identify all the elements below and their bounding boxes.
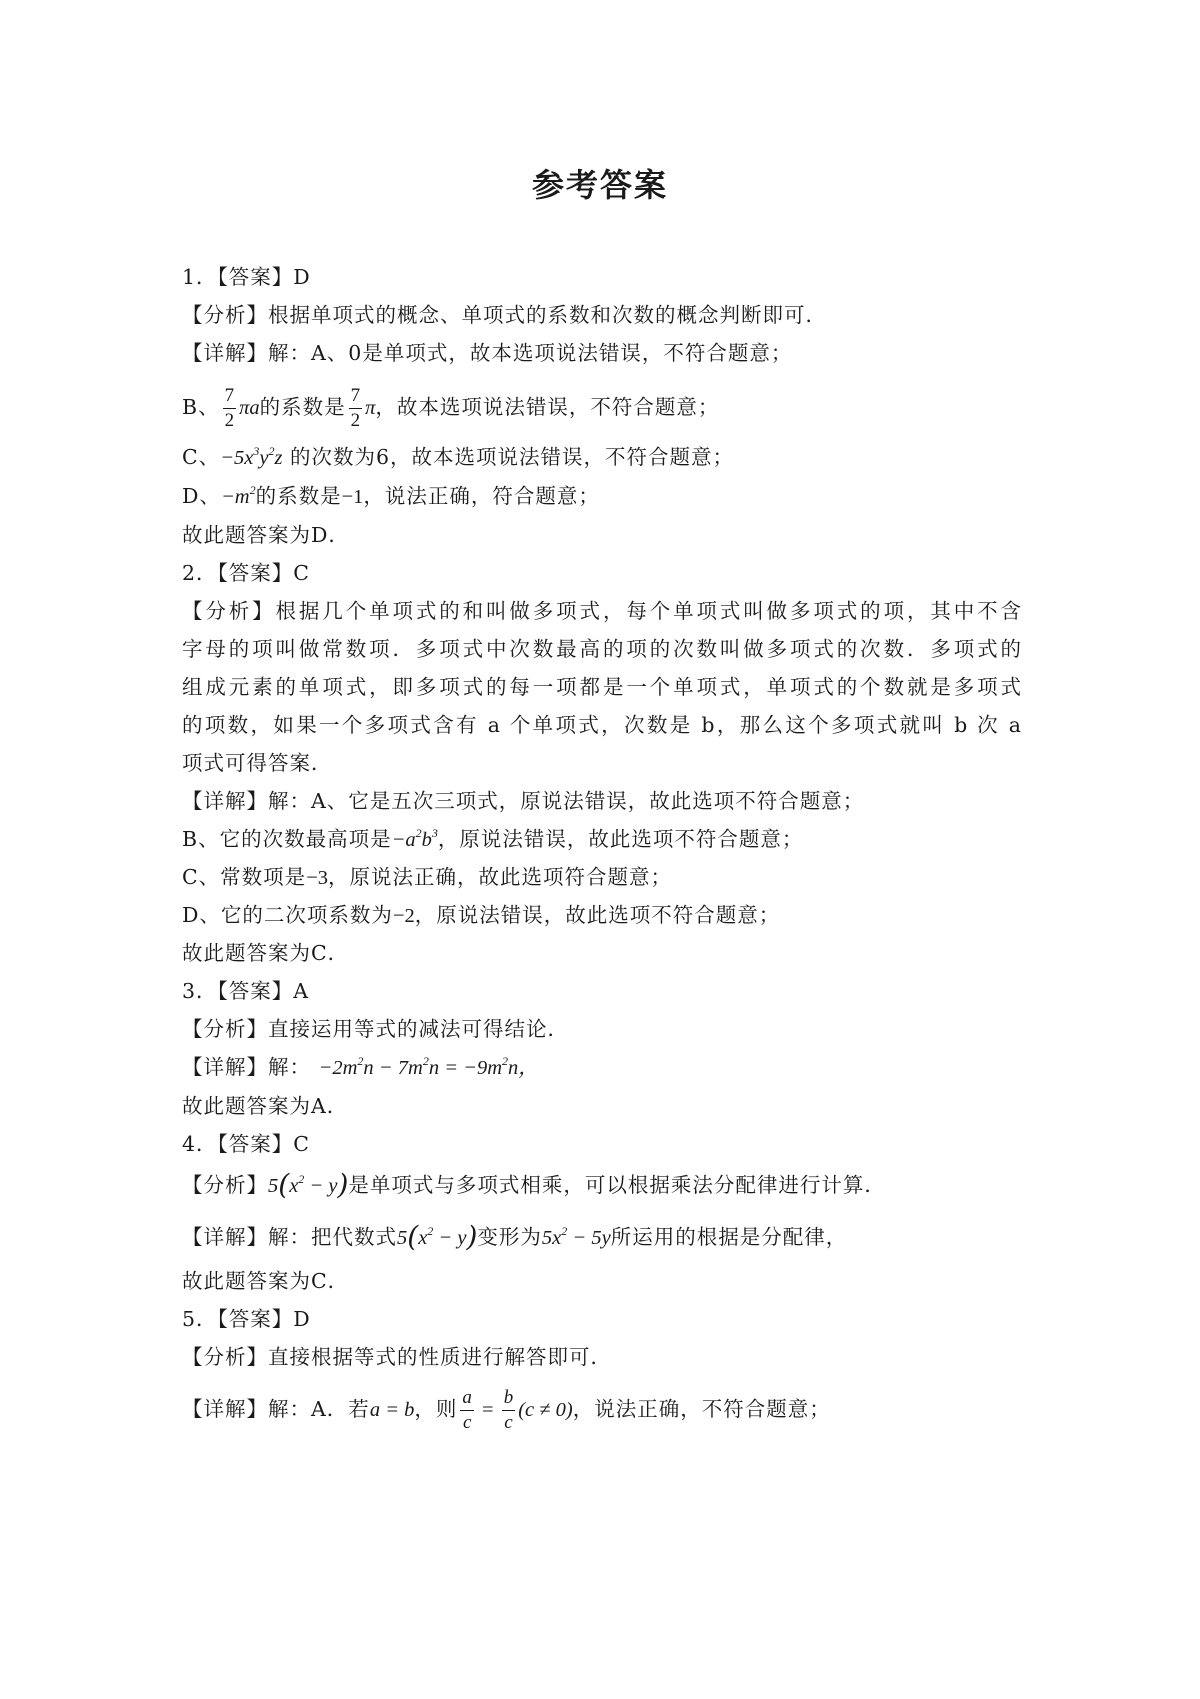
q2-option-d: D、它的二次项系数为−2，原说法错误，故此选项不符合题意；: [182, 903, 781, 927]
q2-option-b: B、它的次数最高项是$-a^2b^3$，原说法错误，故此选项不符合题意；: [182, 826, 804, 851]
q2-detail: 【详解】解：A、它是五次三项式，原说法错误，故此选项不符合题意；: [182, 789, 865, 813]
q1-option-d: D、$-m^2$的系数是−1，说法正确，符合题意；: [182, 483, 600, 508]
q2-analysis-5: 项式可得答案．: [182, 751, 333, 775]
q2-analysis-2: 字母的项叫做常数项．多项式中次数最高的项的次数叫做多项式的次数．多项式的: [182, 637, 1022, 661]
fraction: $\frac{7}{2}$: [350, 385, 361, 431]
q4-detail: 【详解】解：把代数式$5(x^2 - y)$变形为$5x^2 - 5y$所运用的根据是分配律，: [182, 1220, 848, 1253]
q1-option-b: B、 $\frac{7}{2}$ πa的系数是 $\frac{7}{2}$ π，故本选项说法错误，不符合题意；: [182, 385, 720, 431]
math-expression: $-5x^3y^2z$: [220, 444, 283, 469]
fraction: $\frac{a}{c}$: [462, 1387, 472, 1433]
q3-conclusion: 故此题答案为A．: [182, 1094, 349, 1118]
fraction: $\frac{b}{c}$: [503, 1387, 514, 1433]
q2-answer: 2．【答案】C: [182, 561, 310, 585]
q3-detail: 【详解】解： $-2m^2n - 7m^2n = -9m^2n$，: [182, 1054, 539, 1079]
math-expression: $-a^2b^3$: [391, 826, 438, 851]
q1-detail: 【详解】解：A、0是单项式，故本选项说法错误，不符合题意；: [182, 341, 793, 365]
q1-answer: 1．【答案】D: [182, 265, 311, 289]
q4-analysis: 【分析】$5(x^2 - y)$是单项式与多项式相乘，可以根据乘法分配律进行计算．: [182, 1168, 886, 1201]
math-expression: $-m^2$: [220, 483, 256, 508]
q4-conclusion: 故此题答案为C．: [182, 1269, 350, 1293]
q5-detail: 【详解】解：A．若a = b，则 $\frac{a}{c}$ = $\frac{b}{c}$ (c ≠ 0)，说法正确，不符合题意；: [182, 1387, 831, 1433]
q3-answer: 3．【答案】A: [182, 979, 310, 1003]
q2-analysis-1: 【分析】根据几个单项式的和叫做多项式，每个单项式叫做多项式的项，其中不含: [182, 599, 1022, 623]
q2-analysis-3: 组成元素的单项式，即多项式的每一项都是一个单项式，单项式的个数就是多项式: [182, 675, 1022, 699]
q2-analysis-4: 的项数，如果一个多项式含有 a 个单项式，次数是 b，那么这个多项式就叫 b 次 a: [182, 713, 1022, 737]
q2-conclusion: 故此题答案为C．: [182, 941, 350, 965]
math-expression: $-2m^2n - 7m^2n = -9m^2n$，: [318, 1054, 539, 1079]
q1-conclusion: 故此题答案为D．: [182, 523, 350, 547]
math-expression: $5(x^2 - y)$: [268, 1168, 349, 1201]
page-title: 参考答案: [531, 166, 668, 204]
q1-analysis: 【分析】根据单项式的概念、单项式的系数和次数的概念判断即可．: [182, 303, 827, 327]
fraction: $\frac{7}{2}$: [224, 385, 235, 431]
q3-analysis: 【分析】直接运用等式的减法可得结论．: [182, 1017, 569, 1041]
q5-answer: 5．【答案】D: [182, 1307, 311, 1331]
math-expression: $5x^2 - 5y$: [541, 1224, 611, 1249]
q4-answer: 4．【答案】C: [182, 1132, 310, 1156]
q5-analysis: 【分析】直接根据等式的性质进行解答即可．: [182, 1345, 612, 1369]
q2-option-c: C、常数项是−3，原说法正确，故此选项符合题意；: [182, 865, 672, 889]
q1-option-c: C、$-5x^3y^2z$ 的次数为6，故本选项说法错误，不符合题意；: [182, 444, 735, 469]
math-expression: $5(x^2 - y)$: [397, 1220, 478, 1253]
